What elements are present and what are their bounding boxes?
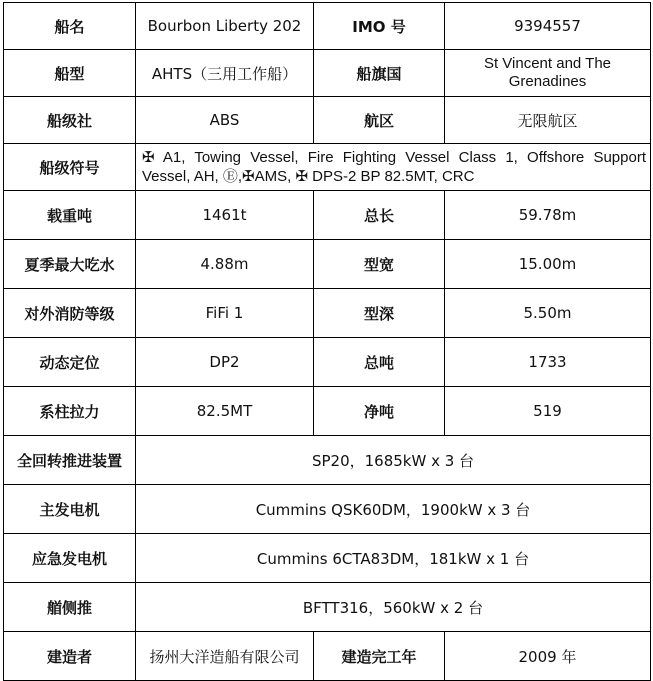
label-fifi-class: 对外消防等级 xyxy=(4,289,136,338)
row-type xyxy=(4,50,651,97)
value-class-society: ABS xyxy=(136,97,314,144)
value-flag: St Vincent and The Grenadines xyxy=(445,50,651,97)
label-deadweight: 载重吨 xyxy=(4,191,136,240)
label-main-generator: 主发电机 xyxy=(4,485,136,534)
label-azimuth-propulsion: 全回转推进装置 xyxy=(4,436,136,485)
value-navigation-area: 无限航区 xyxy=(445,97,651,144)
row-class xyxy=(4,97,651,144)
row-bow-thruster xyxy=(4,583,651,632)
value-gross-tonnage: 1733 xyxy=(445,338,651,387)
label-class-notation: 船级符号 xyxy=(4,144,136,191)
value-builder: 扬州大洋造船有限公司 xyxy=(136,632,314,681)
value-ship-name: Bourbon Liberty 202 xyxy=(136,3,314,50)
value-loa: 59.78m xyxy=(445,191,651,240)
label-dynamic-positioning: 动态定位 xyxy=(4,338,136,387)
row-bollard xyxy=(4,387,651,436)
label-ship-name: 船名 xyxy=(4,3,136,50)
label-class-society: 船级社 xyxy=(4,97,136,144)
value-build-year: 2009 年 xyxy=(445,632,651,681)
row-builder xyxy=(4,632,651,681)
value-summer-draft: 4.88m xyxy=(136,240,314,289)
value-fifi-class: FiFi 1 xyxy=(136,289,314,338)
value-azimuth-propulsion: SP20，1685kW x 3 台 xyxy=(136,436,651,485)
value-bow-thruster: BFTT316，560kW x 2 台 xyxy=(136,583,651,632)
label-flag: 船旗国 xyxy=(314,50,445,97)
row-azimuth xyxy=(4,436,651,485)
value-net-tonnage: 519 xyxy=(445,387,651,436)
value-class-notation: ✠ A1, Towing Vessel, Fire Fighting Vessel Class 1, Offshore Support Vessel, AH, Ⓔ,✠AMS, ✠ DPS-2 BP 82.5MT, CRC xyxy=(136,144,651,191)
label-bow-thruster: 艏侧推 xyxy=(4,583,136,632)
value-ship-type: AHTS（三用工作船） xyxy=(136,50,314,97)
row-draft xyxy=(4,240,651,289)
label-depth: 型深 xyxy=(314,289,445,338)
row-notation xyxy=(4,144,651,191)
row-name xyxy=(4,3,651,50)
label-breadth: 型宽 xyxy=(314,240,445,289)
value-depth: 5.50m xyxy=(445,289,651,338)
value-dynamic-positioning: DP2 xyxy=(136,338,314,387)
value-imo: 9394557 xyxy=(445,3,651,50)
row-main-generator xyxy=(4,485,651,534)
row-fifi xyxy=(4,289,651,338)
label-build-year: 建造完工年 xyxy=(314,632,445,681)
value-emergency-generator: Cummins 6CTA83DM，181kW x 1 台 xyxy=(136,534,651,583)
label-ship-type: 船型 xyxy=(4,50,136,97)
label-emergency-generator: 应急发电机 xyxy=(4,534,136,583)
row-dwt xyxy=(4,191,651,240)
label-builder: 建造者 xyxy=(4,632,136,681)
label-loa: 总长 xyxy=(314,191,445,240)
label-gross-tonnage: 总吨 xyxy=(314,338,445,387)
vessel-spec-table xyxy=(3,2,651,681)
label-bollard-pull: 系柱拉力 xyxy=(4,387,136,436)
value-deadweight: 1461t xyxy=(136,191,314,240)
label-navigation-area: 航区 xyxy=(314,97,445,144)
row-dp xyxy=(4,338,651,387)
row-emergency-generator xyxy=(4,534,651,583)
label-net-tonnage: 净吨 xyxy=(314,387,445,436)
value-bollard-pull: 82.5MT xyxy=(136,387,314,436)
label-summer-draft: 夏季最大吃水 xyxy=(4,240,136,289)
value-breadth: 15.00m xyxy=(445,240,651,289)
label-imo: IMO 号 xyxy=(314,3,445,50)
value-main-generator: Cummins QSK60DM，1900kW x 3 台 xyxy=(136,485,651,534)
